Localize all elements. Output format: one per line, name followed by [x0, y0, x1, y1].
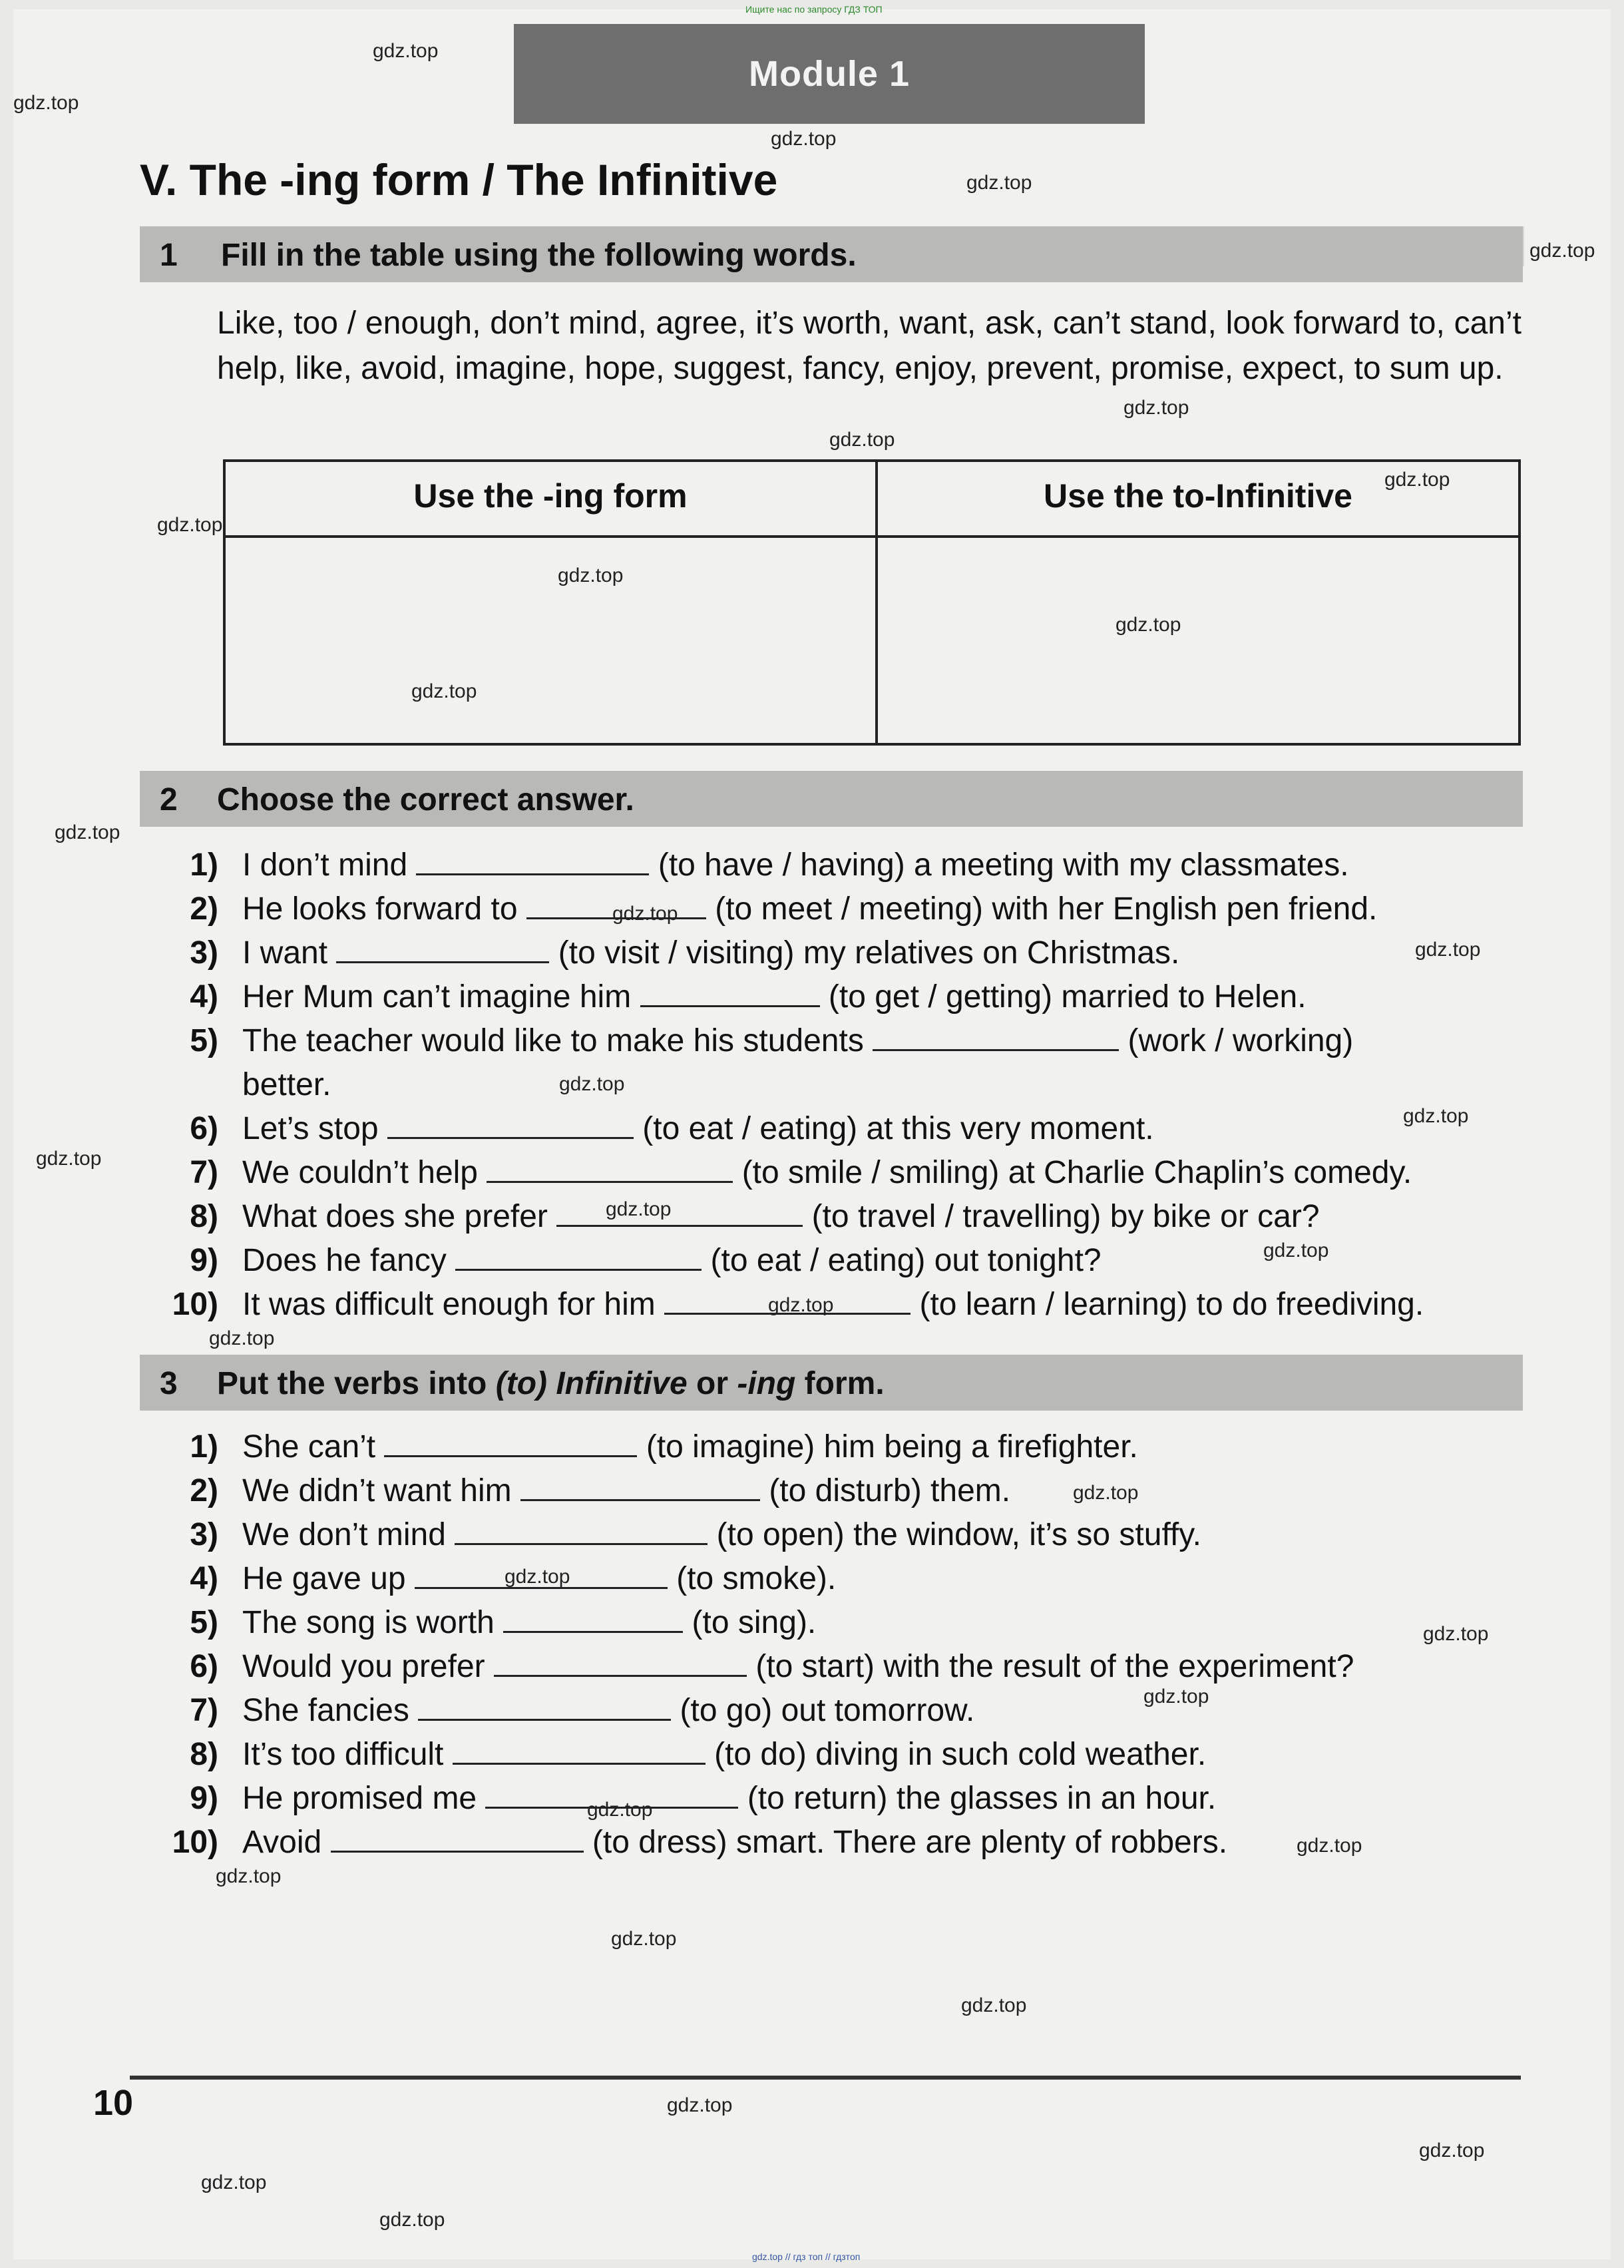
answer-blank[interactable] — [453, 1736, 706, 1765]
top-note: Ищите нас по запросу ГДЗ ТОП — [745, 4, 883, 15]
exercise-2-item: 1) I don’t mind (to have / having) a meeting with my classmates. — [190, 847, 1349, 883]
exercise-3-item: 4) He gave up (to smoke). — [190, 1561, 837, 1596]
exercise-3-number: 3 — [160, 1366, 178, 1401]
exercise-3-item: 5) The song is worth (to sing). — [190, 1605, 817, 1640]
module-tab — [514, 24, 1145, 124]
answer-blank[interactable] — [336, 935, 549, 963]
watermark: gdz.top — [558, 565, 624, 586]
exercise-1-title: Fill in the table using the following words. — [221, 238, 857, 273]
watermark: gdz.top — [201, 2171, 267, 2193]
watermark: gdz.top — [55, 821, 120, 843]
watermark: gdz.top — [1419, 2140, 1485, 2161]
table-cell-ing[interactable] — [226, 538, 875, 744]
exercise-3-title: Put the verbs into (to) Infinitive or -ing form. — [217, 1366, 885, 1401]
exercise-2-item-continuation: better. — [242, 1067, 331, 1102]
exercise-2-item: 2) He looks forward to (to meet / meeting) with her English pen friend. — [190, 891, 1378, 927]
watermark: gdz.top — [966, 172, 1032, 194]
answer-blank[interactable] — [873, 1022, 1119, 1051]
column-header-ing: Use the -ing form — [413, 477, 688, 515]
watermark: gdz.top — [1529, 240, 1595, 262]
watermark: gdz.top — [157, 514, 223, 536]
answer-blank[interactable] — [416, 847, 649, 875]
watermark: gdz.top — [771, 128, 837, 150]
answer-blank[interactable] — [503, 1604, 683, 1633]
watermark: gdz.top — [1073, 1482, 1139, 1504]
watermark: gdz.top — [606, 1198, 672, 1220]
watermark: gdz.top — [667, 2094, 733, 2116]
watermark: gdz.top — [611, 1928, 677, 1950]
footer-rule — [130, 2076, 1521, 2080]
exercise-2-item: 10) It was difficult enough for him (to learn / learning) to do freediving. — [172, 1287, 1424, 1322]
watermark: gdz.top — [1263, 1240, 1329, 1261]
exercise-1-number: 1 — [160, 238, 178, 273]
module-label: Module 1 — [748, 54, 910, 94]
answer-blank[interactable] — [494, 1648, 747, 1677]
watermark: gdz.top — [1403, 1105, 1469, 1127]
exercise-3-item: 3) We don’t mind (to open) the window, it’s so stuffy. — [190, 1517, 1202, 1552]
page-number: 10 — [93, 2083, 134, 2123]
answer-blank[interactable] — [331, 1824, 584, 1853]
watermark: gdz.top — [1423, 1623, 1489, 1645]
exercise-2-item: 4) Her Mum can’t imagine him (to get / getting) married to Helen. — [190, 979, 1307, 1015]
watermark: gdz.top — [216, 1865, 282, 1887]
bottom-note: gdz.top // гдз топ // гдзтоп — [752, 2251, 861, 2262]
exercise-3-item: 6) Would you prefer (to start) with the result of the experiment? — [190, 1649, 1354, 1684]
answer-blank[interactable] — [387, 1110, 634, 1139]
answer-blank[interactable] — [455, 1242, 702, 1271]
exercise-3-item: 8) It’s too difficult (to do) diving in such cold weather. — [190, 1737, 1207, 1772]
watermark: gdz.top — [505, 1566, 570, 1588]
watermark: gdz.top — [1143, 1686, 1209, 1707]
word-list: Like, too / enough, don’t mind, agree, it’s worth, want, ask, can’t stand, look forward to, can’t help, like, avoid, imagine, hope, suggest, fancy, enjoy, prevent, promise, expect, to sum up. — [217, 306, 1522, 386]
exercise-2-title: Choose the correct answer. — [217, 782, 634, 817]
answer-blank[interactable] — [384, 1429, 637, 1457]
watermark: gdz.top — [587, 1799, 653, 1821]
watermark: gdz.top — [379, 2209, 445, 2231]
exercise-2-item: 7) We couldn’t help (to smile / smiling) at Charlie Chaplin’s comedy. — [190, 1155, 1412, 1190]
exercise-2-item: 9) Does he fancy (to eat / eating) out tonight? — [190, 1243, 1102, 1278]
answer-blank[interactable] — [418, 1692, 671, 1721]
watermark: gdz.top — [1297, 1835, 1362, 1857]
exercise-3-item: 1) She can’t (to imagine) him being a firefighter. — [190, 1429, 1138, 1465]
watermark: gdz.top — [829, 429, 895, 451]
section-title: V. The -ing form / The Infinitive — [140, 155, 778, 204]
exercise-2-item: 3) I want (to visit / visiting) my relatives on Christmas. — [190, 935, 1180, 971]
exercise-2-item: 5) The teacher would like to make his students (work / working) — [190, 1023, 1354, 1058]
exercise-3-item: 9) He promised me (to return) the glasses in an hour. — [190, 1781, 1217, 1816]
answer-blank[interactable] — [455, 1516, 708, 1545]
table-cell-infinitive[interactable] — [878, 538, 1521, 744]
answer-blank[interactable] — [520, 1473, 760, 1501]
watermark: gdz.top — [612, 903, 678, 925]
exercise-3-item: 7) She fancies (to go) out tomorrow. — [190, 1693, 975, 1728]
exercise-2-item: 8) What does she prefer (to travel / travelling) by bike or car? — [190, 1199, 1320, 1234]
exercise-2-number: 2 — [160, 782, 178, 817]
watermark: gdz.top — [411, 680, 477, 702]
watermark: gdz.top — [13, 92, 79, 114]
watermark: gdz.top — [768, 1294, 834, 1316]
watermark: gdz.top — [961, 1994, 1027, 2016]
answer-blank[interactable] — [487, 1154, 733, 1183]
watermark: gdz.top — [373, 40, 439, 62]
watermark: gdz.top — [1123, 397, 1189, 419]
watermark: gdz.top — [1116, 614, 1181, 636]
exercise-3-item: 10) Avoid (to dress) smart. There are plenty of robbers. — [172, 1825, 1228, 1860]
answer-blank[interactable] — [556, 1198, 803, 1227]
answer-blank[interactable] — [640, 979, 820, 1007]
exercise-3-item: 2) We didn’t want him (to disturb) them. — [190, 1473, 1011, 1508]
watermark: gdz.top — [1415, 939, 1481, 961]
exercise-2-item: 6) Let’s stop (to eat / eating) at this very moment. — [190, 1111, 1154, 1146]
watermark: gdz.top — [36, 1148, 102, 1170]
column-header-infinitive: Use the to-Infinitive — [1044, 477, 1352, 515]
watermark: gdz.top — [559, 1073, 625, 1095]
watermark: gdz.top — [1384, 469, 1450, 491]
watermark: gdz.top — [209, 1327, 275, 1349]
